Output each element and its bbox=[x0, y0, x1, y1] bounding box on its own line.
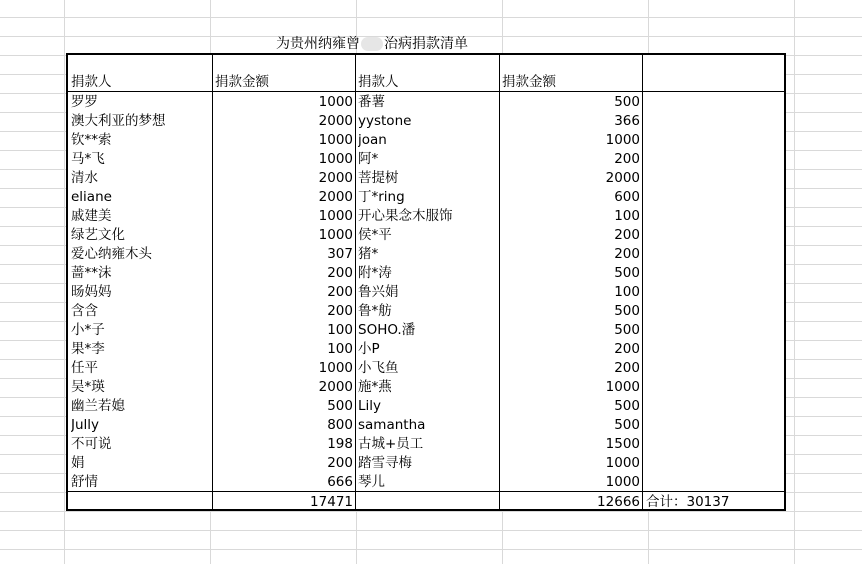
donor-name: 钦**索 bbox=[71, 132, 112, 148]
donor-name: 幽兰若媳 bbox=[71, 398, 125, 414]
donation-amount: 500 bbox=[614, 398, 640, 414]
donation-amount: 666 bbox=[327, 474, 353, 490]
donor-name: joan bbox=[358, 132, 387, 148]
donation-amount: 200 bbox=[614, 341, 640, 357]
donation-amount: 500 bbox=[614, 303, 640, 319]
donation-amount: 2000 bbox=[318, 113, 353, 129]
donation-amount: 307 bbox=[327, 246, 353, 262]
donation-amount: 1000 bbox=[605, 474, 640, 490]
donor-name: 不可说 bbox=[71, 436, 112, 452]
donor-name: 绿艺文化 bbox=[71, 227, 125, 243]
donor-name: 娟 bbox=[71, 455, 85, 471]
donation-amount: 100 bbox=[327, 322, 353, 338]
donation-amount: 1500 bbox=[605, 436, 640, 452]
donation-amount: 100 bbox=[327, 341, 353, 357]
donation-amount: 100 bbox=[614, 284, 640, 300]
donation-amount: 2000 bbox=[318, 189, 353, 205]
donor-name: 鲁*舫 bbox=[358, 303, 392, 319]
donor-name: 鲁兴娟 bbox=[358, 284, 399, 300]
header-amount-left: 捐款金额 bbox=[215, 74, 269, 90]
donation-amount: 600 bbox=[614, 189, 640, 205]
donation-amount: 800 bbox=[327, 417, 353, 433]
donation-amount: 2000 bbox=[318, 379, 353, 395]
donor-name: 阿* bbox=[358, 151, 379, 167]
donation-amount: 500 bbox=[614, 322, 640, 338]
title-text-before: 为贵州纳雍曾 bbox=[276, 36, 360, 52]
column-divider bbox=[642, 55, 643, 509]
donor-name: 小飞鱼 bbox=[358, 360, 399, 376]
donation-amount: 500 bbox=[614, 265, 640, 281]
donor-name: 丁*ring bbox=[358, 189, 405, 205]
donor-name: 琴儿 bbox=[358, 474, 385, 490]
donor-name: 马*飞 bbox=[71, 151, 105, 167]
total-right: 12666 bbox=[597, 494, 640, 510]
header-donor-right: 捐款人 bbox=[358, 74, 399, 90]
donor-name: 侯*平 bbox=[358, 227, 392, 243]
donation-amount: 1000 bbox=[605, 132, 640, 148]
total-left: 17471 bbox=[310, 494, 353, 510]
donation-amount: 198 bbox=[327, 436, 353, 452]
donation-amount: 366 bbox=[614, 113, 640, 129]
donor-name: 果*李 bbox=[71, 341, 105, 357]
donation-amount: 200 bbox=[614, 227, 640, 243]
donation-amount: 1000 bbox=[318, 360, 353, 376]
donation-amount: 1000 bbox=[318, 132, 353, 148]
header-amount-right: 捐款金额 bbox=[502, 74, 556, 90]
donation-amount: 200 bbox=[327, 455, 353, 471]
header-donor-left: 捐款人 bbox=[71, 74, 112, 90]
donor-name: Lily bbox=[358, 398, 382, 414]
donation-amount: 2000 bbox=[605, 170, 640, 186]
donor-name: SOHO.潘 bbox=[358, 322, 416, 338]
donor-name: yystone bbox=[358, 113, 412, 129]
donation-amount: 1000 bbox=[605, 455, 640, 471]
donation-amount: 1000 bbox=[318, 94, 353, 110]
header-divider bbox=[68, 91, 784, 92]
donation-amount: 200 bbox=[327, 303, 353, 319]
donor-name: 附*涛 bbox=[358, 265, 392, 281]
donor-name: 戚建美 bbox=[71, 208, 112, 224]
grand-total: 合计：30137 bbox=[646, 494, 730, 510]
donor-name: 罗罗 bbox=[71, 94, 98, 110]
donor-name: 古城+员工 bbox=[358, 436, 424, 452]
sheet-title bbox=[276, 34, 536, 54]
donor-name: 清水 bbox=[71, 170, 98, 186]
donor-name: 爱心纳雍木头 bbox=[71, 246, 152, 262]
donor-name: 踏雪寻梅 bbox=[358, 455, 412, 471]
donation-amount: 500 bbox=[327, 398, 353, 414]
donation-amount: 1000 bbox=[318, 227, 353, 243]
donation-amount: 2000 bbox=[318, 170, 353, 186]
total-divider bbox=[68, 491, 784, 492]
title-text-after: 治病捐款清单 bbox=[384, 36, 468, 52]
donor-name: 澳大利亚的梦想 bbox=[71, 113, 166, 129]
donor-name: 蔷**沫 bbox=[71, 265, 112, 281]
donor-name: samantha bbox=[358, 417, 426, 433]
donor-name: 小*子 bbox=[71, 322, 105, 338]
donation-table bbox=[66, 53, 786, 511]
donor-name: 番薯 bbox=[358, 94, 385, 110]
donor-name: eliane bbox=[71, 189, 112, 205]
donation-amount: 500 bbox=[614, 417, 640, 433]
donor-name: 猪* bbox=[358, 246, 379, 262]
donor-name: 任平 bbox=[71, 360, 98, 376]
donation-amount: 100 bbox=[614, 208, 640, 224]
donor-name: 施*燕 bbox=[358, 379, 392, 395]
donation-amount: 200 bbox=[614, 246, 640, 262]
donor-name: 含含 bbox=[71, 303, 98, 319]
donation-amount: 200 bbox=[614, 151, 640, 167]
donation-amount: 1000 bbox=[605, 379, 640, 395]
donation-amount: 1000 bbox=[318, 208, 353, 224]
donation-amount: 1000 bbox=[318, 151, 353, 167]
donation-amount: 200 bbox=[614, 360, 640, 376]
donation-amount: 200 bbox=[327, 265, 353, 281]
donation-amount: 200 bbox=[327, 284, 353, 300]
donor-name: 开心果念木服饰 bbox=[358, 208, 453, 224]
donor-name: 舒情 bbox=[71, 474, 98, 490]
donation-amount: 500 bbox=[614, 94, 640, 110]
donor-name: Jully bbox=[71, 417, 100, 433]
donor-name: 菩提树 bbox=[358, 170, 399, 186]
redacted-mark bbox=[361, 37, 383, 51]
donor-name: 小P bbox=[358, 341, 380, 357]
column-divider bbox=[355, 55, 356, 509]
donor-name: 吴*瑛 bbox=[71, 379, 105, 395]
donor-name: 旸妈妈 bbox=[71, 284, 112, 300]
